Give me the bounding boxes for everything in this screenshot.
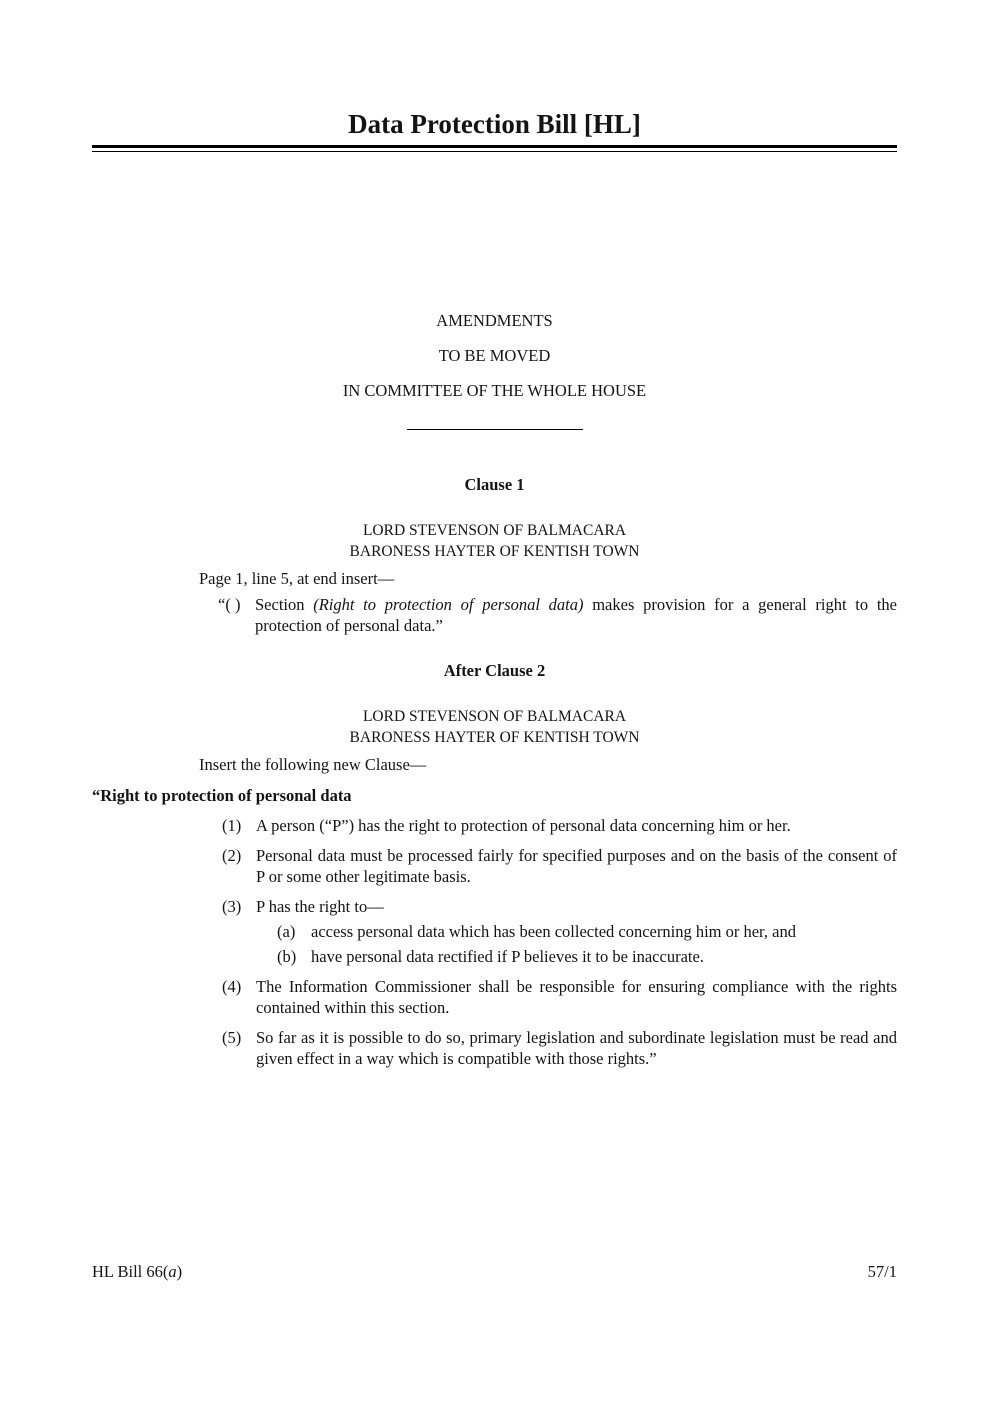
amendment-text-italic: (Right to protection of personal data) [313, 595, 584, 614]
amendment-marker: “( ) [218, 595, 241, 614]
amendment-text [255, 594, 897, 636]
amendment-text-lead: Section [255, 595, 314, 614]
clause-1-amendment [218, 594, 897, 636]
clause-subitem-a [277, 921, 897, 942]
amendment-text-rest: makes provision for a general right to the protection of personal data.” [255, 595, 897, 635]
clause-item-4 [222, 976, 897, 1018]
sponsor-name: LORD STEVENSON OF BALMACARA [362, 708, 627, 725]
item-number: (4) [222, 977, 242, 996]
item-number: (5) [222, 1028, 242, 1047]
clause-1-instruction: Page 1, line 5, at end insert— [199, 569, 395, 588]
clause-item-2 [222, 845, 897, 887]
clause-1-sponsors [92, 520, 897, 562]
subitem-text: access personal data which has been collected concerning him or her, and [311, 922, 796, 941]
heading-line-amendments: AMENDMENTS [436, 311, 553, 330]
sponsor-name: LORD STEVENSON OF BALMACARA [362, 522, 627, 539]
item-text: A person (“P”) has the right to protection of personal data concerning him or her. [256, 816, 791, 835]
subitem-number: (b) [277, 947, 297, 966]
after-clause-2-sponsors [92, 706, 897, 748]
item-number: (3) [222, 897, 242, 916]
subitem-text: have personal data rectified if P believes it to be inaccurate. [311, 947, 704, 966]
clause-item-1 [222, 815, 897, 836]
bill-number-italic: a [168, 1262, 177, 1281]
item-text: So far as it is possible to do so, primary legislation and subordinate legislation must be read and given effect in a way which is compatible with those rights.” [256, 1028, 897, 1068]
page-title: Data Protection Bill [HL] [348, 109, 641, 139]
clause-subitem-b [277, 946, 897, 967]
sponsor-name: BARONESS HAYTER OF KENTISH TOWN [349, 543, 640, 560]
separator-rule [407, 429, 583, 430]
after-clause-2-heading: After Clause 2 [443, 661, 546, 680]
new-clause-items [222, 815, 897, 1069]
page-footer [92, 1261, 897, 1282]
after-clause-2-section [92, 660, 897, 1069]
item-body [256, 896, 897, 967]
clause-item-5 [222, 1027, 897, 1069]
item-text: Personal data must be processed fairly for specified purposes and on the basis of the consent of P or some other legitimate basis. [256, 846, 897, 886]
clause-1-section [92, 474, 897, 636]
clause-item-3 [222, 896, 897, 967]
heading-block [92, 310, 897, 401]
bill-number-prefix: HL Bill 66( [92, 1262, 169, 1281]
heading-line-to-be-moved: TO BE MOVED [438, 346, 551, 365]
bill-number-suffix: ) [176, 1262, 183, 1281]
item-number: (1) [222, 816, 242, 835]
new-clause-title: “Right to protection of personal data [92, 786, 352, 805]
bill-number [92, 1261, 182, 1282]
clause-1-heading: Clause 1 [464, 475, 525, 494]
item-text: The Information Commissioner shall be responsible for ensuring compliance with the rights contained within this section. [256, 977, 897, 1017]
item-number: (2) [222, 846, 242, 865]
sponsor-name: BARONESS HAYTER OF KENTISH TOWN [349, 729, 640, 746]
subitem-number: (a) [277, 922, 296, 941]
title-rule [92, 145, 897, 152]
item-text: P has the right to— [256, 897, 384, 916]
heading-line-committee: IN COMMITTEE OF THE WHOLE HOUSE [342, 381, 647, 400]
page-reference: 57/1 [867, 1262, 897, 1281]
after-clause-2-instruction: Insert the following new Clause— [199, 755, 427, 774]
